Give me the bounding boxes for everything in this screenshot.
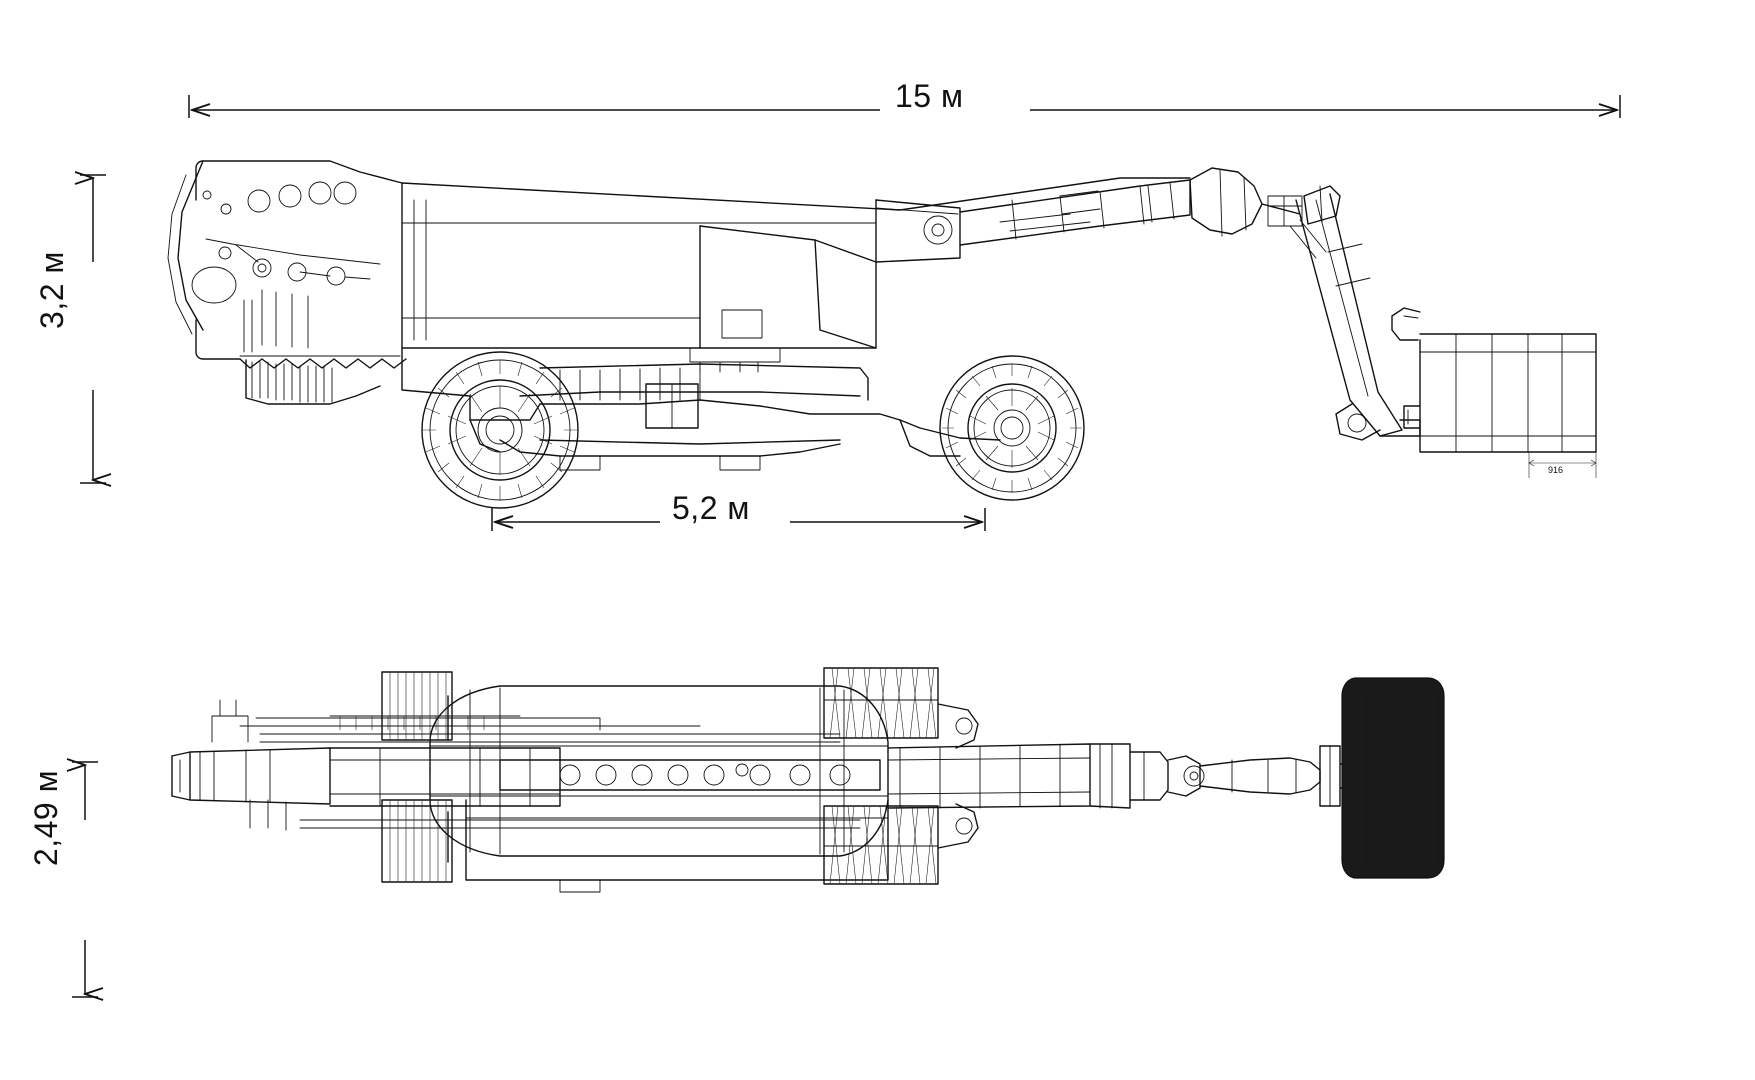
label-overall-height: 3,2 м: [34, 251, 70, 329]
label-platform-width: 916: [1548, 465, 1564, 475]
top-boom-right: [888, 678, 1444, 878]
label-wheelbase: 5,2 м: [672, 490, 750, 526]
top-chassis-body: [430, 686, 888, 892]
top-boom-left: [172, 700, 860, 830]
label-overall-width: 2,49 м: [28, 769, 64, 867]
label-overall-length: 15 м: [895, 78, 964, 114]
